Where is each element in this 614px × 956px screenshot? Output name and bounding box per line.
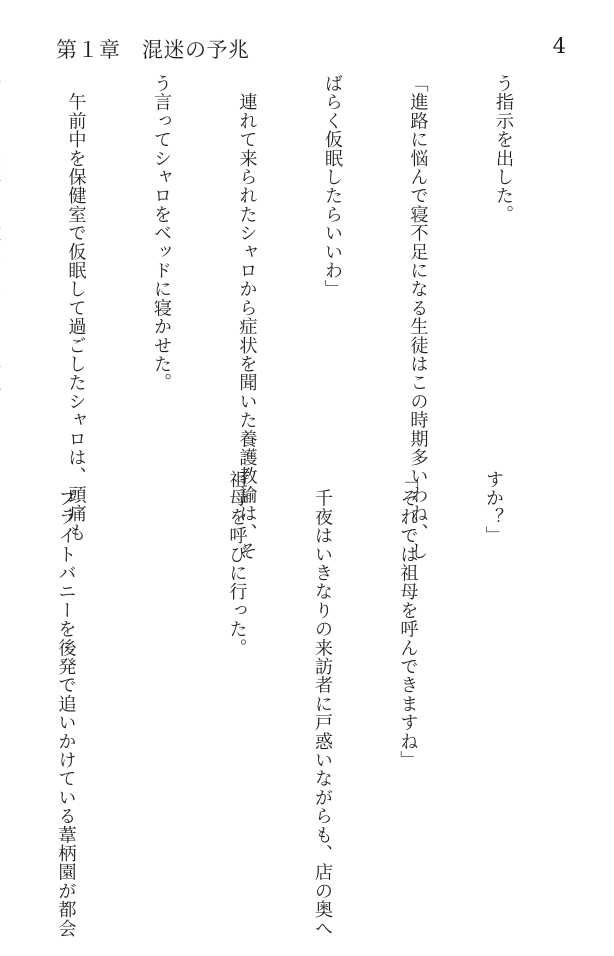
text-line: う言ってシャロをベッドに寝かせた。 [151, 74, 172, 392]
text-line: 連れて来られたシャロから症状を聞いた養護教諭は、そ [236, 74, 258, 561]
text-line: すか？」 [483, 470, 504, 545]
text-line: ばらく仮眠したらいいわ」 [322, 74, 343, 299]
text-line: 千夜はいきなりの来訪者に戸惑いながらも、店の奥へ [312, 470, 333, 938]
text-block-bottom [0, 470, 564, 938]
text-line: ブライトバニーを後発で追いかけている葦柄園が都会 [55, 470, 77, 938]
page-number: 4 [552, 34, 566, 58]
text-line: 午前中を保健室で仮眠して過ごしたシャロは、頭痛も [65, 74, 87, 542]
blank-line [137, 470, 166, 851]
text-line: 祖母を呼びに行った。 [226, 470, 248, 657]
text-line: う指示を出した。 [493, 74, 514, 224]
text-line: 「進路に悩んで寝不足になる生徒はこの時期多いわね、し [407, 74, 429, 561]
chapter-header: 第１章 混迷の予兆 [56, 38, 250, 62]
text-line: 「それでは祖母を呼んできますね」 [397, 470, 419, 770]
text-line [0, 74, 4, 455]
